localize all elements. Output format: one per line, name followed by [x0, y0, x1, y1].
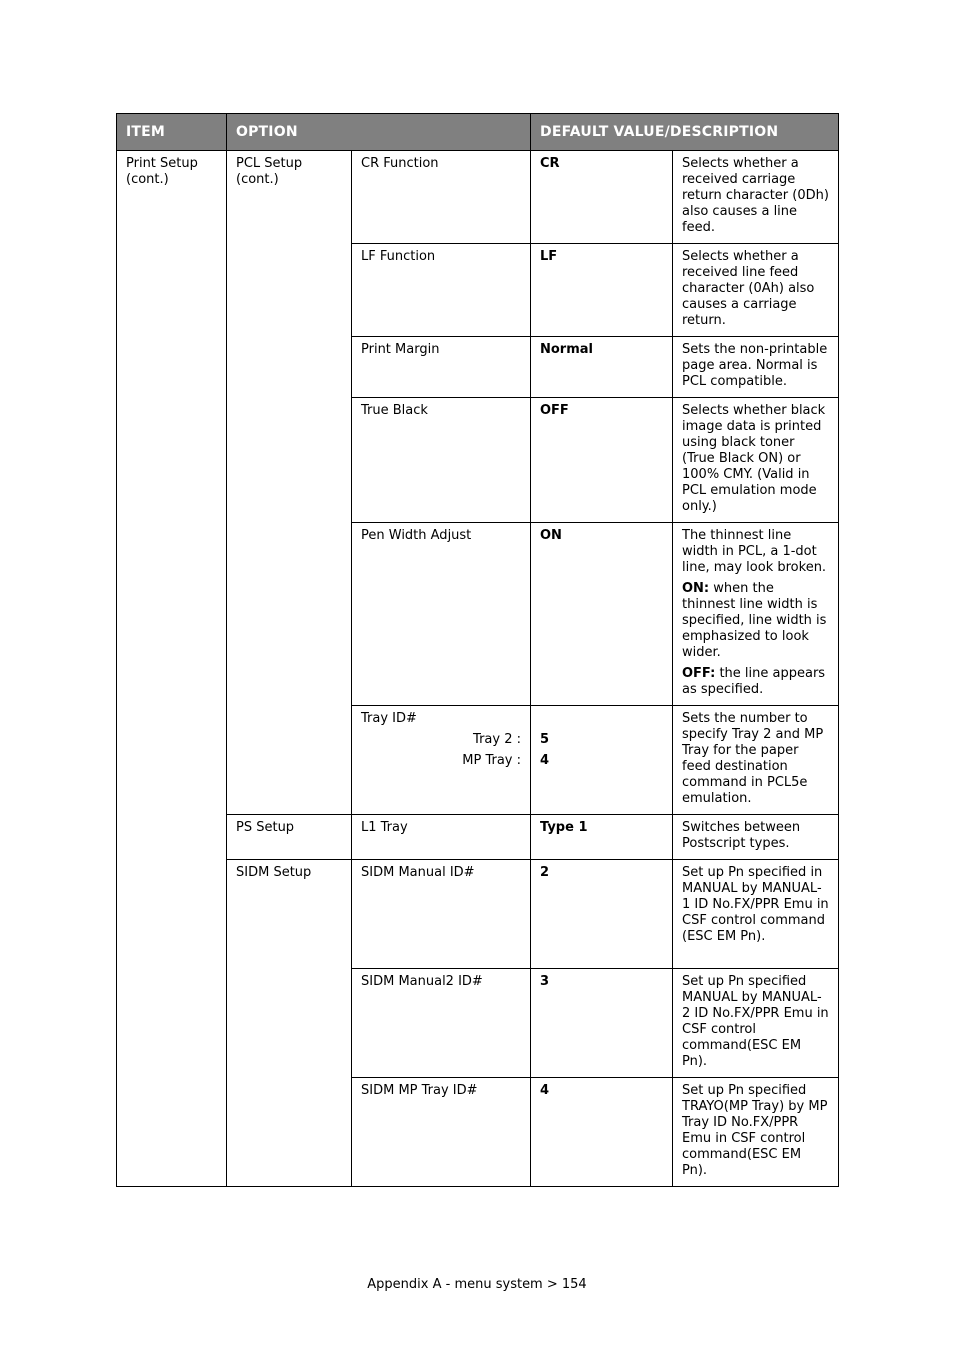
tray-id-values	[540, 732, 663, 769]
option-name: Print Margin	[352, 337, 531, 398]
description: Selects whether a received carriage return character (0Dh) also causes a line feed.	[673, 151, 839, 244]
default-value: CR	[531, 151, 673, 244]
option-name: SIDM MP Tray ID#	[352, 1078, 531, 1187]
default-value: Normal	[531, 337, 673, 398]
description-line: The thinnest line width in PCL, a 1-dot line, may look broken.	[682, 528, 827, 575]
option-name: SIDM Manual ID#	[352, 860, 531, 969]
description: Sets the non-printable page area. Normal is PCL compatible.	[673, 337, 839, 398]
menu-table	[116, 113, 839, 1187]
option-name	[352, 706, 531, 815]
description: Set up Pn specified MANUAL by MANUAL-2 ID No.FX/PPR Emu in CSF control command(ESC EM Pn).	[673, 969, 839, 1078]
default-value: OFF	[531, 398, 673, 523]
tray-id-title: Tray ID#	[361, 711, 417, 726]
description: Selects whether a received line feed character (0Ah) also causes a carriage return.	[673, 244, 839, 337]
description	[673, 523, 839, 706]
header-item: ITEM	[117, 114, 227, 151]
header-option: OPTION	[227, 114, 531, 151]
default-value: 3	[531, 969, 673, 1078]
description: Set up Pn specified TRAYO(MP Tray) by MP Tray ID No.FX/PPR Emu in CSF control command(ESC EM Pn).	[673, 1078, 839, 1187]
option-name: SIDM Manual2 ID#	[352, 969, 531, 1078]
option-name: Pen Width Adjust	[352, 523, 531, 706]
off-text: the line appears as specified.	[682, 666, 826, 697]
group-ps-setup: PS Setup	[227, 815, 352, 860]
header-default: DEFAULT VALUE/DESCRIPTION	[531, 114, 839, 151]
option-name: True Black	[352, 398, 531, 523]
item-cell: Print Setup (cont.)	[117, 151, 227, 1187]
default-value: 2	[531, 860, 673, 969]
on-text: when the thinnest line width is specified, line width is emphasized to look wider.	[682, 581, 827, 660]
option-name: L1 Tray	[352, 815, 531, 860]
default-value: ON	[531, 523, 673, 706]
description: Set up Pn specified in MANUAL by MANUAL-1 ID No.FX/PPR Emu in CSF control command (ESC EM Pn).	[673, 860, 839, 969]
tray-id-sublabels	[361, 732, 521, 769]
option-name: CR Function	[352, 151, 531, 244]
header-row	[117, 114, 839, 151]
off-label: OFF:	[682, 666, 716, 681]
tray2-value: 5	[540, 732, 550, 747]
default-value: Type 1	[531, 815, 673, 860]
description-on	[682, 581, 829, 661]
group-pcl-setup: PCL Setup (cont.)	[227, 151, 352, 815]
table-row	[117, 151, 839, 244]
default-value	[531, 706, 673, 815]
default-value: LF	[531, 244, 673, 337]
option-name: LF Function	[352, 244, 531, 337]
page-footer: Appendix A - menu system > 154	[367, 1277, 587, 1292]
mp-tray-label: MP Tray :	[462, 753, 521, 768]
group-sidm-setup: SIDM Setup	[227, 860, 352, 1187]
description: Sets the number to specify Tray 2 and MP Tray for the paper feed destination command in PCL5e emulation.	[673, 706, 839, 815]
on-label: ON:	[682, 581, 710, 596]
default-value: 4	[531, 1078, 673, 1187]
tray2-label: Tray 2 :	[473, 732, 521, 747]
description: Switches between Postscript types.	[673, 815, 839, 860]
mp-tray-value: 4	[540, 753, 550, 768]
description-off	[682, 666, 829, 698]
description: Selects whether black image data is printed using black toner (True Black ON) or 100% CMY. (Valid in PCL emulation mode only.)	[673, 398, 839, 523]
